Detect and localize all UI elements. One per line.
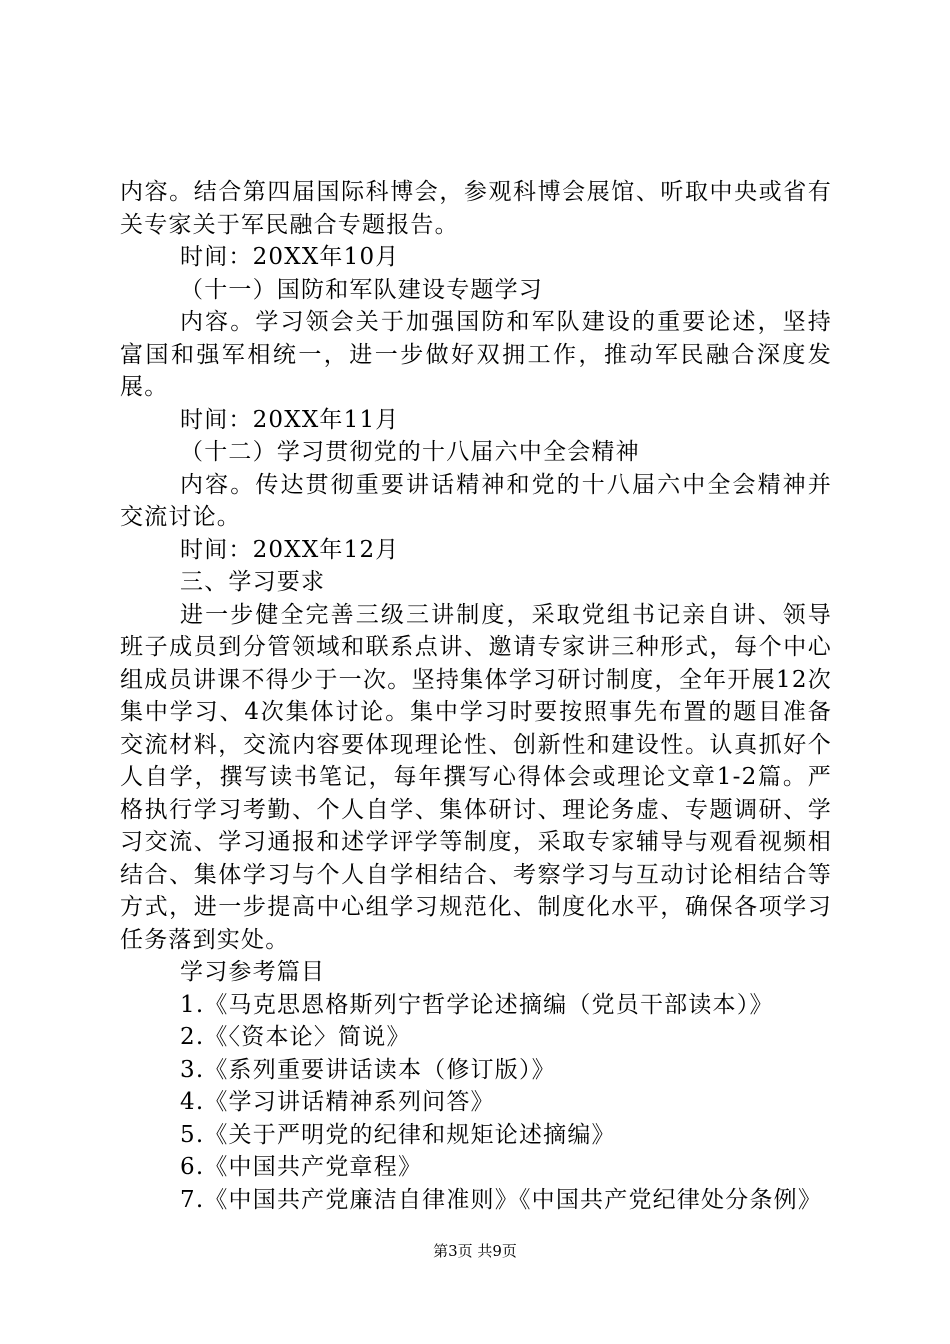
reading-list-item: 2.《〈资本论〉简说》 — [180, 1024, 411, 1050]
paragraph-time-october: 时间：20XX年10月 — [180, 244, 400, 270]
page-footer: 第3页 共9页 — [433, 1242, 517, 1260]
document-body — [120, 176, 832, 1216]
reading-list-item: 7.《中国共产党廉洁自律准则》《中国共产党纪律处分条例》 — [180, 1186, 823, 1213]
section-heading-requirements: 三、学习要求 — [180, 569, 326, 595]
paragraph-defense-content: 内容。学习领会关于加强国防和军队建设的重要论述，坚持富国和强军相统一，进一步做好双拥工作，推动军民融合深度发展。 — [120, 309, 832, 400]
paragraph-time-november: 时间：20XX年11月 — [180, 406, 400, 433]
paragraph-plenum-content: 内容。传达贯彻重要讲话精神和党的十八届六中全会精神并交流讨论。 — [120, 471, 832, 530]
paragraph-time-december: 时间：20XX年12月 — [180, 536, 400, 563]
reading-list-heading: 学习参考篇目 — [180, 959, 326, 985]
paragraph-intro-content: 内容。结合第四届国际科博会，参观科博会展馆、听取中央或省有关专家关于军民融合专题报告。 — [120, 179, 832, 238]
reading-list-item: 3.《系列重要讲话读本（修订版）》 — [180, 1056, 556, 1083]
reading-list-item: 5.《关于严明党的纪律和规矩论述摘编》 — [180, 1121, 616, 1148]
paragraph-requirements-body: 进一步健全完善三级三讲制度，采取党组书记亲自讲、领导班子成员到分管领域和联系点讲、邀请专家讲三种形式，每个中心组成员讲课不得少于一次。坚持集体学习研讨制度，全年开展12次集中学习、4次集体讨论。集中学习时要按照事先布置的题目准备交流材料，交流内容要体现理论性、创新性和建设性。认真抓好个人自学，撰写读书笔记，每年撰写心得体会或理论文章1-2篇。严格执行学习考勤、个人自学、集体研讨、理论务虚、专题调研、学习交流、学习通报和述学评学等制度，采取专家辅导与观看视频相结合、集体学习与个人自学相结合、考察学习与互动讨论相结合等方式，进一步提高中心组学习规范化、制度化水平，确保各项学习任务落到实处。 — [120, 601, 832, 953]
reading-list-item: 6.《中国共产党章程》 — [180, 1154, 423, 1180]
section-heading-twelve: （十二）学习贯彻党的十八届六中全会精神 — [180, 439, 640, 465]
reading-list-item: 1.《马克思恩格斯列宁哲学论述摘编（党员干部读本）》 — [180, 991, 774, 1018]
reading-list-item: 4.《学习讲话精神系列问答》 — [180, 1089, 495, 1115]
section-heading-eleven: （十一）国防和军队建设专题学习 — [180, 276, 543, 303]
